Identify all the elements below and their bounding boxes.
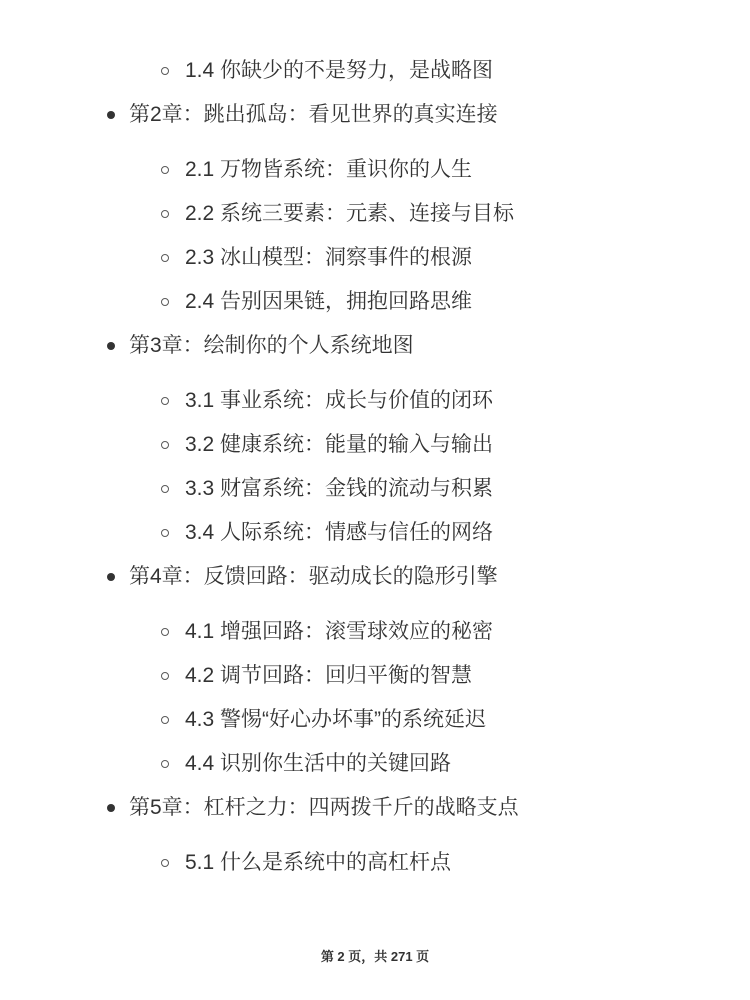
- toc-sub-item: [0, 750, 750, 778]
- circle-bullet-icon: [161, 254, 169, 262]
- toc-chapter-item: [0, 101, 750, 129]
- toc-chapter-label: 第4章：反馈回路：驱动成长的隐形引擎: [129, 565, 498, 588]
- toc-sub-item: [0, 706, 750, 734]
- toc-sub-item-label: 2.4 告别因果链，拥抱回路思维: [185, 290, 473, 313]
- toc-sub-item-label: 5.1 什么是系统中的高杠杆点: [185, 851, 452, 874]
- toc-sub-item: [0, 618, 750, 646]
- toc-chapter-label: 第5章：杠杆之力：四两拨千斤的战略支点: [129, 796, 519, 819]
- circle-bullet-icon: [161, 760, 169, 768]
- toc-sub-item: [0, 431, 750, 459]
- circle-bullet-icon: [161, 210, 169, 218]
- circle-bullet-icon: [161, 397, 169, 405]
- circle-bullet-icon: [161, 166, 169, 174]
- toc-chapter-item: [0, 332, 750, 360]
- toc-sub-item: [0, 200, 750, 228]
- circle-bullet-icon: [161, 859, 169, 867]
- toc-chapter-item: [0, 794, 750, 822]
- toc-sub-item: [0, 387, 750, 415]
- toc-sub-item-label: 3.4 人际系统：情感与信任的网络: [185, 521, 494, 544]
- toc-sub-item-label: 4.3 警惕“好心办坏事”的系统延迟: [185, 708, 487, 731]
- toc-chapter-label: 第2章：跳出孤岛：看见世界的真实连接: [129, 103, 498, 126]
- circle-bullet-icon: [161, 628, 169, 636]
- toc-sub-item-label: 2.3 冰山模型：洞察事件的根源: [185, 246, 473, 269]
- toc-sub-item: [0, 519, 750, 547]
- disc-bullet-icon: [107, 342, 115, 350]
- toc-sub-item: [0, 288, 750, 316]
- circle-bullet-icon: [161, 67, 169, 75]
- toc-sub-item-label: 2.2 系统三要素：元素、连接与目标: [185, 202, 515, 225]
- toc-sub-item-label: 3.3 财富系统：金钱的流动与积累: [185, 477, 494, 500]
- toc-sub-item-label: 4.4 识别你生活中的关键回路: [185, 752, 452, 775]
- circle-bullet-icon: [161, 672, 169, 680]
- toc-sub-item-label: 3.1 事业系统：成长与价值的闭环: [185, 389, 494, 412]
- toc-sub-item-label: 1.4 你缺少的不是努力，是战略图: [185, 59, 494, 82]
- circle-bullet-icon: [161, 529, 169, 537]
- toc-sub-item: [0, 57, 750, 85]
- circle-bullet-icon: [161, 441, 169, 449]
- toc-sub-item-label: 2.1 万物皆系统：重识你的人生: [185, 158, 473, 181]
- toc-chapter-label: 第3章：绘制你的个人系统地图: [129, 334, 414, 357]
- disc-bullet-icon: [107, 573, 115, 581]
- page-footer: [0, 946, 750, 965]
- circle-bullet-icon: [161, 485, 169, 493]
- toc-sub-item: [0, 475, 750, 503]
- disc-bullet-icon: [107, 111, 115, 119]
- toc-sub-item-label: 4.2 调节回路：回归平衡的智慧: [185, 664, 473, 687]
- toc-sub-item: [0, 244, 750, 272]
- toc-sub-item-label: 3.2 健康系统：能量的输入与输出: [185, 433, 494, 456]
- toc-sub-item-label: 4.1 增强回路：滚雪球效应的秘密: [185, 620, 494, 643]
- circle-bullet-icon: [161, 298, 169, 306]
- disc-bullet-icon: [107, 804, 115, 812]
- circle-bullet-icon: [161, 716, 169, 724]
- toc-sub-item: [0, 156, 750, 184]
- toc-sub-item: [0, 662, 750, 690]
- toc-chapter-item: [0, 563, 750, 591]
- page-number-indicator: 第 2 页，共 271 页: [320, 949, 430, 964]
- toc-sub-item: [0, 849, 750, 877]
